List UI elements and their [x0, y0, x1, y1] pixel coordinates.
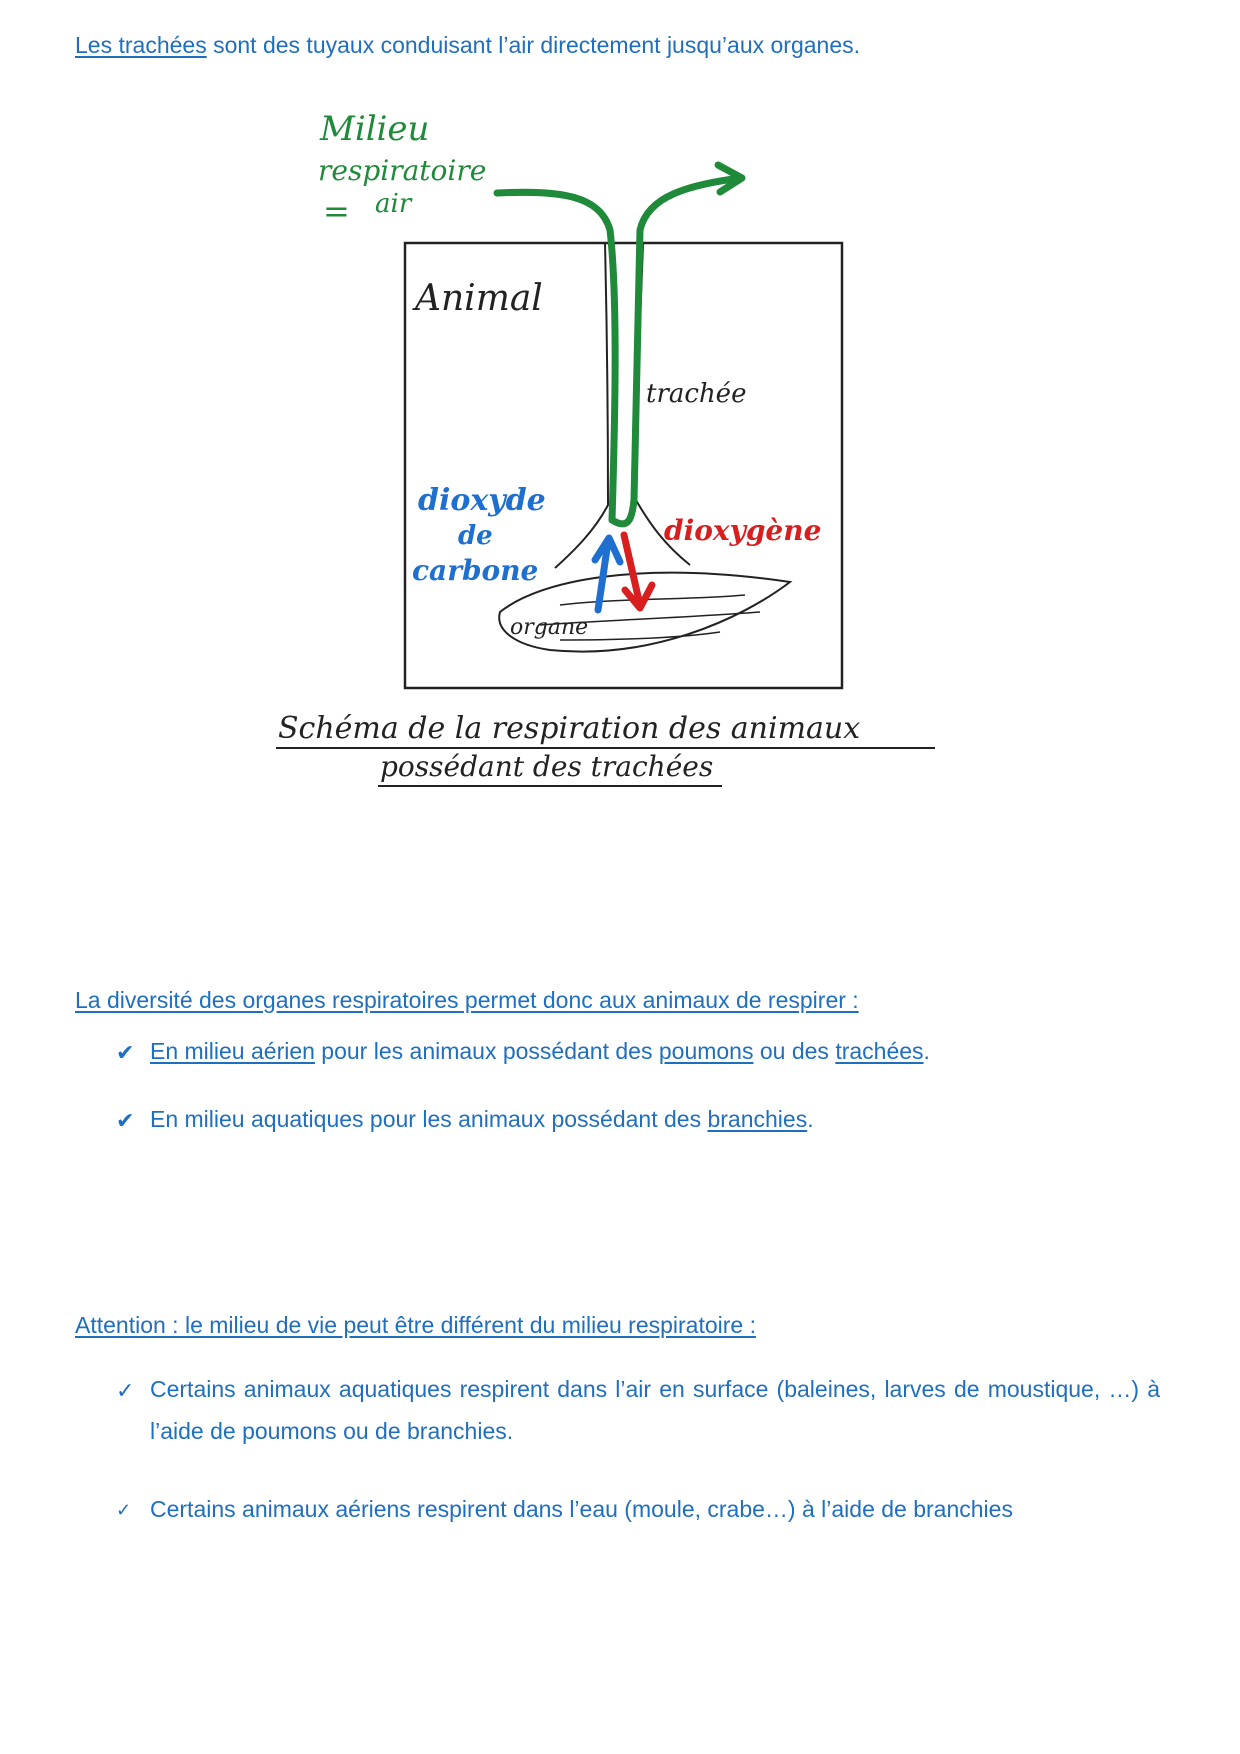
checkmark-icon: ✓	[116, 1378, 135, 1403]
link-trachees: trachées	[835, 1038, 924, 1064]
attention-item-1: Certains animaux aquatiques respirent dans l’air en surface (baleines, larves de moustique, …) à l’aide de poumons ou de branchies.	[150, 1376, 1160, 1444]
label-milieu-1: Milieu	[320, 109, 430, 149]
diagram-caption-2: possédant des trachées	[380, 750, 714, 783]
label-milieu-3: =	[323, 192, 350, 230]
trachea-outline-left	[555, 243, 608, 568]
label-animal: Animal	[415, 278, 543, 319]
link-milieu-aerien: En milieu aérien	[150, 1038, 315, 1064]
diversity-heading-text: La diversité des organes respiratoires permet donc aux animaux de respirer :	[75, 987, 859, 1013]
air-flow-arrow	[497, 178, 740, 524]
item2-text-1: En milieu aquatiques pour les animaux possédant des	[150, 1106, 708, 1132]
intro-text: sont des tuyaux conduisant l’air directement jusqu’aux organes.	[206, 32, 861, 58]
item1-text-3: .	[923, 1038, 930, 1064]
attention-heading	[75, 1310, 756, 1340]
link-branchies: branchies	[707, 1106, 808, 1132]
label-o2: dioxygène	[664, 514, 822, 547]
label-organe: organe	[510, 615, 589, 640]
label-co2-3: carbone	[412, 554, 539, 587]
trachea-diagram	[0, 0, 1240, 820]
link-poumons: poumons	[658, 1038, 754, 1064]
label-co2-2: de	[458, 521, 493, 551]
item2-text-2: .	[807, 1106, 814, 1132]
label-co2-1: dioxyde	[418, 483, 546, 518]
label-trachee: trachée	[646, 379, 747, 409]
item1-text-1: pour les animaux possédant des	[314, 1038, 659, 1064]
attention-heading-text: Attention : le milieu de vie peut être différent du milieu respiratoire :	[75, 1312, 756, 1338]
checkmark-icon: ✔	[116, 1040, 135, 1065]
diversity-item-1	[150, 1030, 930, 1072]
checkmark-icon: ✓	[116, 1500, 132, 1520]
attention-item-2: Certains animaux aériens respirent dans l’eau (moule, crabe…) à l’aide de branchies	[150, 1496, 1013, 1522]
checkmark-icon: ✔	[116, 1108, 135, 1133]
label-milieu-4: air	[375, 189, 412, 219]
intro-link-trachees: Les trachées	[75, 32, 207, 58]
diagram-caption-1: Schéma de la respiration des animaux	[278, 711, 861, 746]
label-milieu-2: respiratoire	[318, 154, 487, 187]
diversity-heading	[75, 985, 859, 1015]
diversity-item-2	[150, 1098, 814, 1140]
item1-text-2: ou des	[753, 1038, 836, 1064]
